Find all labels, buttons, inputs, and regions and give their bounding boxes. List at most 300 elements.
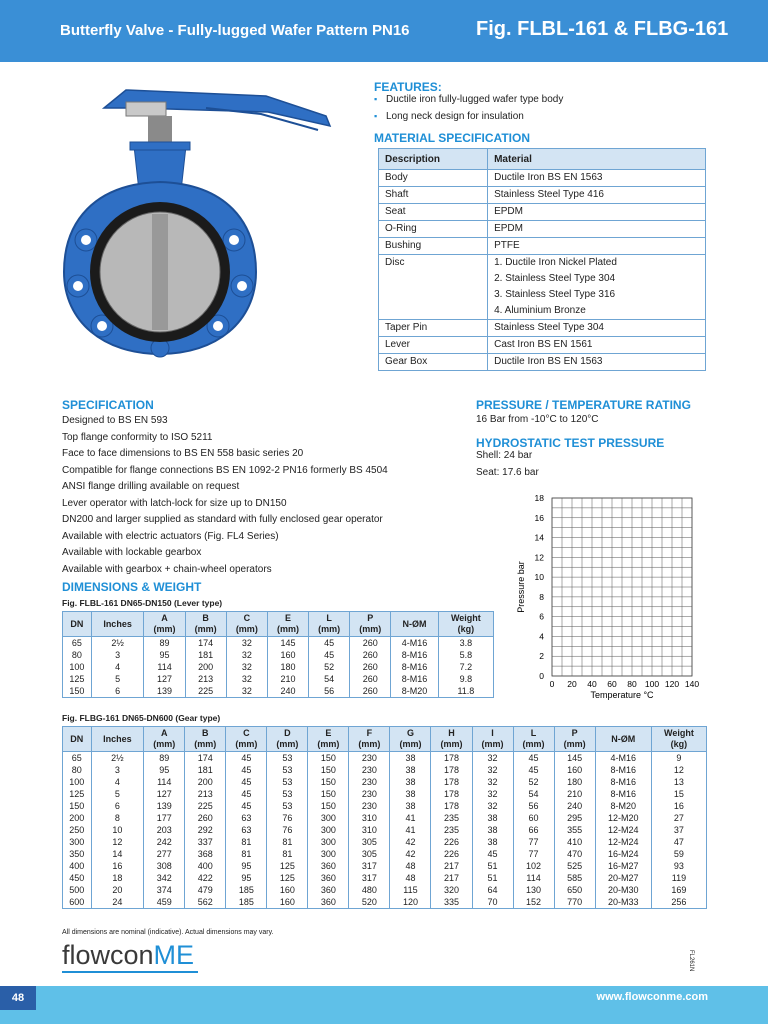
column-header: I (mm): [472, 727, 513, 752]
table-cell: 48: [390, 860, 431, 872]
table-cell: 310: [349, 824, 390, 836]
table-cell: 260: [350, 661, 391, 673]
table-cell: 38: [390, 764, 431, 776]
table-cell: 600: [63, 896, 92, 909]
table-cell: 54: [513, 788, 554, 800]
table-cell: 20-M30: [595, 884, 651, 896]
dimensions-title: DIMENSIONS & WEIGHT: [62, 580, 202, 594]
table-cell: 200: [185, 776, 226, 788]
table-cell: 12-M20: [595, 812, 651, 824]
table-cell: 42: [390, 848, 431, 860]
table-cell: 139: [144, 800, 185, 812]
hydro-shell: Shell: 24 bar: [476, 450, 533, 461]
x-tick-label: 120: [664, 679, 680, 689]
table-cell: 235: [431, 812, 472, 824]
table-cell: 2½: [91, 637, 144, 650]
features-title: FEATURES:: [374, 80, 442, 94]
y-tick-label: 6: [539, 611, 544, 622]
table-cell: 114: [513, 872, 554, 884]
table-row: [63, 788, 707, 800]
table-cell: 174: [185, 752, 226, 765]
table-cell: 8-M16: [595, 776, 651, 788]
table-cell: 95: [144, 764, 185, 776]
header-bar: [0, 0, 768, 62]
table-cell: 178: [431, 752, 472, 765]
table-cell: 45: [226, 788, 267, 800]
table-cell: 45: [513, 752, 554, 765]
y-tick-label: 4: [539, 631, 544, 642]
table-cell: 185: [226, 896, 267, 909]
material-description: Seat: [379, 204, 488, 221]
gear-table-label: Fig. FLBG-161 DN65-DN600 (Gear type): [62, 713, 221, 723]
table-cell: 16: [91, 860, 144, 872]
table-cell: 100: [63, 661, 92, 673]
material-row: [379, 354, 706, 371]
table-cell: 150: [308, 800, 349, 812]
table-cell: 93: [651, 860, 706, 872]
table-cell: 32: [472, 776, 513, 788]
specification-list: [62, 413, 388, 578]
table-row: [63, 764, 707, 776]
table-cell: 230: [349, 752, 390, 765]
table-cell: 177: [144, 812, 185, 824]
table-cell: 114: [144, 776, 185, 788]
table-cell: 230: [349, 776, 390, 788]
material-description: Shaft: [379, 187, 488, 204]
table-cell: 80: [63, 764, 92, 776]
table-cell: 178: [431, 764, 472, 776]
table-cell: 37: [651, 824, 706, 836]
table-cell: 51: [472, 872, 513, 884]
table-cell: 45: [309, 637, 350, 650]
material-description: Gear Box: [379, 354, 488, 371]
table-cell: 180: [554, 776, 595, 788]
specification-line: Available with lockable gearbox: [62, 547, 202, 558]
table-cell: 150: [308, 776, 349, 788]
table-cell: 125: [267, 860, 308, 872]
x-tick-label: 40: [587, 679, 597, 689]
table-cell: 250: [63, 824, 92, 836]
table-cell: 450: [63, 872, 92, 884]
x-tick-label: 60: [607, 679, 617, 689]
table-cell: 6: [91, 800, 144, 812]
table-cell: 181: [185, 649, 226, 661]
table-cell: 150: [308, 788, 349, 800]
column-header: B (mm): [185, 612, 226, 637]
table-cell: 38: [472, 836, 513, 848]
table-cell: 6: [91, 685, 144, 698]
table-cell: 185: [226, 884, 267, 896]
material-description: Bushing: [379, 238, 488, 255]
table-cell: 310: [349, 812, 390, 824]
column-header: B (mm): [185, 727, 226, 752]
y-tick-label: 10: [534, 572, 544, 583]
table-row: [63, 649, 494, 661]
table-cell: 32: [472, 800, 513, 812]
pressure-temperature-chart: [510, 490, 706, 712]
table-cell: 150: [63, 800, 92, 812]
table-cell: 256: [651, 896, 706, 909]
feature-item: ▪ Ductile iron fully-lugged wafer type body: [374, 94, 563, 111]
material-description: O-Ring: [379, 221, 488, 238]
table-cell: 4: [91, 661, 144, 673]
table-cell: 225: [185, 685, 226, 698]
valve-image: [56, 72, 356, 362]
document-code: FL261N: [688, 950, 694, 972]
table-cell: 32: [226, 661, 267, 673]
table-row: [63, 661, 494, 673]
table-cell: 48: [390, 872, 431, 884]
y-tick-label: 14: [534, 532, 544, 543]
table-cell: 127: [144, 788, 185, 800]
table-cell: 139: [144, 685, 185, 698]
table-cell: 32: [226, 685, 267, 698]
table-cell: 360: [308, 872, 349, 884]
table-cell: 119: [651, 872, 706, 884]
table-cell: 8: [91, 812, 144, 824]
table-cell: 16-M27: [595, 860, 651, 872]
table-cell: 125: [63, 788, 92, 800]
specification-line: Compatible for flange connections BS EN 1092-2 PN16 formerly BS 4504: [62, 464, 388, 476]
table-cell: 342: [144, 872, 185, 884]
brand-underline: [62, 971, 198, 973]
table-cell: 130: [513, 884, 554, 896]
table-cell: 308: [144, 860, 185, 872]
table-row: [63, 685, 494, 698]
hydro-title: HYDROSTATIC TEST PRESSURE: [476, 436, 665, 450]
table-cell: 53: [267, 800, 308, 812]
table-cell: 360: [308, 884, 349, 896]
table-cell: 3.8: [438, 637, 493, 650]
table-cell: 32: [472, 752, 513, 765]
table-cell: 300: [308, 824, 349, 836]
table-cell: 13: [651, 776, 706, 788]
table-row: [63, 673, 494, 685]
table-cell: 230: [349, 788, 390, 800]
material-value: Cast Iron BS EN 1561: [488, 337, 706, 354]
table-cell: 20: [91, 884, 144, 896]
hydro-seat: Seat: 17.6 bar: [476, 467, 539, 478]
table-cell: 5: [91, 673, 144, 685]
table-cell: 3: [91, 764, 144, 776]
material-value: Stainless Steel Type 416: [488, 187, 706, 204]
brand-name-b: ME: [153, 940, 195, 970]
dimensions-note: All dimensions are nominal (indicative). Actual dimensions may vary.: [62, 929, 274, 936]
table-cell: 8-M16: [595, 764, 651, 776]
table-cell: 45: [226, 776, 267, 788]
table-cell: 60: [513, 812, 554, 824]
column-header: E (mm): [308, 727, 349, 752]
table-cell: 14: [91, 848, 144, 860]
column-header: L (mm): [309, 612, 350, 637]
table-cell: 145: [554, 752, 595, 765]
table-cell: 240: [554, 800, 595, 812]
table-cell: 355: [554, 824, 595, 836]
table-cell: 114: [144, 661, 185, 673]
table-cell: 81: [226, 836, 267, 848]
table-cell: 45: [226, 752, 267, 765]
table-cell: 89: [144, 637, 185, 650]
table-cell: 400: [63, 860, 92, 872]
table-cell: 51: [472, 860, 513, 872]
column-header: Weight (kg): [438, 612, 493, 637]
table-cell: 53: [267, 752, 308, 765]
x-tick-label: 80: [627, 679, 637, 689]
table-row: [63, 824, 707, 836]
material-description: Body: [379, 170, 488, 187]
column-header: DN: [63, 727, 92, 752]
page-number: 48: [0, 986, 36, 1010]
column-header: C (mm): [226, 612, 267, 637]
table-cell: 38: [472, 812, 513, 824]
table-cell: 20-M27: [595, 872, 651, 884]
table-cell: 150: [308, 764, 349, 776]
table-cell: 32: [472, 788, 513, 800]
table-row: [63, 776, 707, 788]
y-tick-label: 18: [534, 493, 544, 503]
table-cell: 217: [431, 860, 472, 872]
table-cell: 520: [349, 896, 390, 909]
table-cell: 240: [267, 685, 308, 698]
table-cell: 52: [513, 776, 554, 788]
table-cell: 12: [651, 764, 706, 776]
y-tick-label: 2: [539, 651, 544, 662]
table-cell: 8-M16: [391, 673, 438, 685]
table-cell: 8-M20: [595, 800, 651, 812]
table-cell: 480: [349, 884, 390, 896]
material-description: Taper Pin: [379, 320, 488, 337]
table-row: [63, 884, 707, 896]
table-cell: 115: [390, 884, 431, 896]
specification-line: Available with gearbox + chain-wheel operators: [62, 563, 272, 575]
material-header: Material: [488, 149, 706, 170]
table-row: [63, 836, 707, 848]
table-cell: 80: [63, 649, 92, 661]
table-cell: 56: [513, 800, 554, 812]
material-value: Ductile Iron BS EN 1563: [488, 354, 706, 371]
column-header: Inches: [91, 727, 144, 752]
table-cell: 360: [308, 896, 349, 909]
table-cell: 38: [472, 824, 513, 836]
table-cell: 337: [185, 836, 226, 848]
table-cell: 277: [144, 848, 185, 860]
table-cell: 150: [308, 752, 349, 765]
table-cell: 300: [308, 836, 349, 848]
table-cell: 12-M24: [595, 824, 651, 836]
table-cell: 32: [226, 649, 267, 661]
table-cell: 12: [91, 836, 144, 848]
lever-dimensions-table: [62, 611, 494, 698]
table-cell: 8-M16: [391, 649, 438, 661]
table-cell: 41: [390, 824, 431, 836]
table-cell: 47: [651, 836, 706, 848]
material-row: [379, 204, 706, 221]
valve-body: [64, 182, 256, 357]
x-tick-label: 100: [644, 679, 660, 689]
table-cell: 42: [390, 836, 431, 848]
material-value: 1. Ductile Iron Nickel Plated 2. Stainless Steel Type 304 3. Stainless Steel Type 316 4. Aluminium Bronze: [488, 255, 706, 320]
x-tick-label: 140: [684, 679, 700, 689]
table-cell: 260: [350, 637, 391, 650]
table-cell: 81: [267, 836, 308, 848]
table-cell: 300: [308, 812, 349, 824]
table-cell: 260: [350, 685, 391, 698]
table-cell: 16: [651, 800, 706, 812]
material-value: EPDM: [488, 204, 706, 221]
table-cell: 178: [431, 800, 472, 812]
y-tick-label: 12: [534, 552, 544, 563]
table-cell: 32: [226, 673, 267, 685]
table-cell: 305: [349, 848, 390, 860]
lever-table-label: Fig. FLBL-161 DN65-DN150 (Lever type): [62, 598, 223, 608]
table-cell: 4: [91, 776, 144, 788]
table-cell: 200: [185, 661, 226, 673]
brand-name-a: flowcon: [62, 940, 154, 970]
table-cell: 300: [63, 836, 92, 848]
material-header: Description: [379, 149, 488, 170]
table-cell: 56: [309, 685, 350, 698]
table-cell: 81: [226, 848, 267, 860]
table-cell: 200: [63, 812, 92, 824]
column-header: P (mm): [350, 612, 391, 637]
table-cell: 500: [63, 884, 92, 896]
table-cell: 52: [309, 661, 350, 673]
table-cell: 76: [267, 812, 308, 824]
features-list: [374, 94, 563, 128]
table-cell: 8-M16: [595, 788, 651, 800]
table-cell: 210: [554, 788, 595, 800]
table-cell: 64: [472, 884, 513, 896]
column-header: DN: [63, 612, 92, 637]
specification-line: ANSI flange drilling available on request: [62, 481, 240, 492]
column-header: C (mm): [226, 727, 267, 752]
specification-line: Available with electric actuators (Fig. FL4 Series): [62, 530, 279, 542]
table-cell: 210: [267, 673, 308, 685]
table-row: [63, 752, 707, 765]
website-link[interactable]: www.flowconme.com: [596, 991, 708, 1003]
material-row: [379, 320, 706, 337]
table-cell: 95: [144, 649, 185, 661]
x-axis-label: Temperature °C: [590, 690, 654, 700]
table-cell: 213: [185, 673, 226, 685]
table-cell: 77: [513, 848, 554, 860]
specification-line: Face to face dimensions to BS EN 558 basic series 20: [62, 448, 304, 459]
table-cell: 203: [144, 824, 185, 836]
table-row: [63, 637, 494, 650]
table-cell: 295: [554, 812, 595, 824]
x-tick-label: 0: [549, 679, 555, 689]
table-cell: 3: [91, 649, 144, 661]
column-header: Inches: [91, 612, 144, 637]
table-cell: 41: [390, 812, 431, 824]
table-cell: 45: [226, 800, 267, 812]
table-cell: 38: [390, 800, 431, 812]
table-cell: 181: [185, 764, 226, 776]
column-header: P (mm): [554, 727, 595, 752]
specification-line: DN200 and larger supplied as standard with fully enclosed gear operator: [62, 514, 383, 525]
table-cell: 350: [63, 848, 92, 860]
table-cell: 89: [144, 752, 185, 765]
material-value: PTFE: [488, 238, 706, 255]
table-cell: 300: [308, 848, 349, 860]
brand-logo: [62, 940, 194, 971]
table-cell: 65: [63, 637, 92, 650]
table-cell: 260: [185, 812, 226, 824]
table-cell: 169: [651, 884, 706, 896]
specification-line: Top flange conformity to ISO 5211: [62, 431, 213, 443]
table-cell: 9: [651, 752, 706, 765]
table-cell: 8-M16: [391, 661, 438, 673]
table-cell: 368: [185, 848, 226, 860]
table-cell: 479: [185, 884, 226, 896]
table-cell: 160: [554, 764, 595, 776]
material-value: Stainless Steel Type 304: [488, 320, 706, 337]
table-cell: 226: [431, 848, 472, 860]
table-cell: 562: [185, 896, 226, 909]
table-cell: 53: [267, 764, 308, 776]
table-cell: 217: [431, 872, 472, 884]
footer-bar: [0, 986, 768, 1024]
table-cell: 77: [513, 836, 554, 848]
table-cell: 53: [267, 776, 308, 788]
table-cell: 102: [513, 860, 554, 872]
table-cell: 53: [267, 788, 308, 800]
table-cell: 525: [554, 860, 595, 872]
column-header: F (mm): [349, 727, 390, 752]
table-cell: 20-M33: [595, 896, 651, 909]
table-cell: 11.8: [438, 685, 493, 698]
table-cell: 38: [390, 776, 431, 788]
table-cell: 213: [185, 788, 226, 800]
table-cell: 2½: [91, 752, 144, 765]
material-value: EPDM: [488, 221, 706, 238]
column-header: D (mm): [267, 727, 308, 752]
table-cell: 32: [472, 764, 513, 776]
table-cell: 585: [554, 872, 595, 884]
table-cell: 160: [267, 884, 308, 896]
table-cell: 9.8: [438, 673, 493, 685]
gear-dimensions-table: [62, 726, 707, 909]
table-cell: 45: [309, 649, 350, 661]
table-cell: 180: [267, 661, 308, 673]
table-cell: 16-M24: [595, 848, 651, 860]
column-header: E (mm): [267, 612, 308, 637]
table-cell: 410: [554, 836, 595, 848]
table-cell: 4-M16: [595, 752, 651, 765]
table-cell: 226: [431, 836, 472, 848]
table-cell: 66: [513, 824, 554, 836]
table-cell: 54: [309, 673, 350, 685]
table-row: [63, 860, 707, 872]
figure-title: Fig. FLBL-161 & FLBG-161: [476, 18, 729, 40]
x-tick-label: 20: [567, 679, 577, 689]
table-cell: 4-M16: [391, 637, 438, 650]
table-cell: 770: [554, 896, 595, 909]
table-cell: 374: [144, 884, 185, 896]
table-cell: 230: [349, 800, 390, 812]
table-cell: 335: [431, 896, 472, 909]
table-cell: 152: [513, 896, 554, 909]
table-cell: 76: [267, 824, 308, 836]
y-tick-label: 16: [534, 512, 544, 523]
column-header: N-ØM: [595, 727, 651, 752]
table-cell: 81: [267, 848, 308, 860]
table-cell: 150: [63, 685, 92, 698]
material-table: [378, 148, 706, 371]
table-cell: 15: [651, 788, 706, 800]
table-cell: 305: [349, 836, 390, 848]
table-cell: 7.2: [438, 661, 493, 673]
